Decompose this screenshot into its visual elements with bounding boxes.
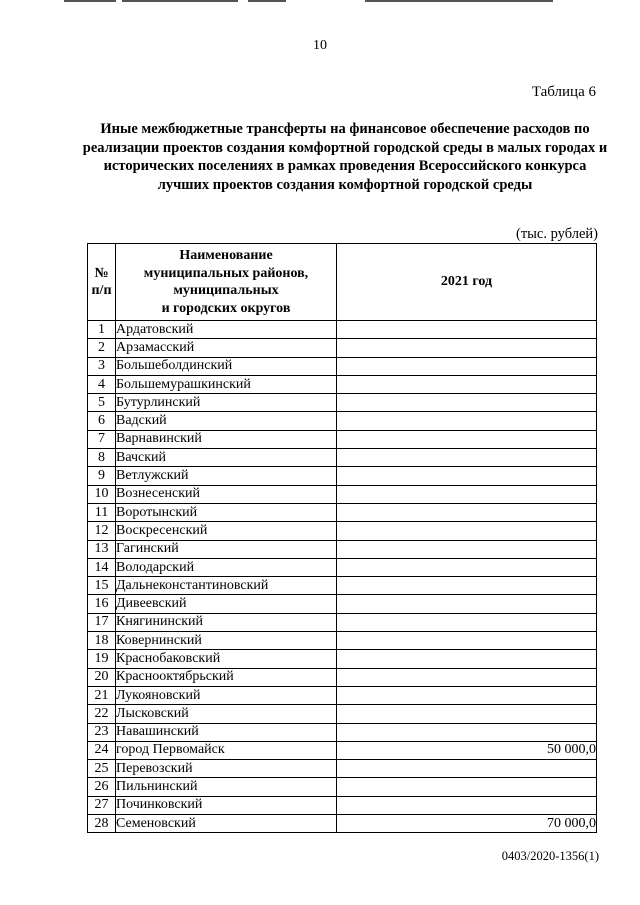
row-name: Дальнеконстантиновский — [116, 577, 337, 595]
table-row — [88, 760, 597, 778]
row-name: Большеболдинский — [116, 357, 337, 375]
header-number: № п/п — [88, 244, 116, 321]
row-number: 10 — [88, 485, 116, 503]
row-value — [337, 339, 597, 357]
row-number: 6 — [88, 412, 116, 430]
table-row — [88, 686, 597, 704]
row-name: Княгининский — [116, 613, 337, 631]
row-number: 5 — [88, 394, 116, 412]
row-value — [337, 375, 597, 393]
row-value — [337, 430, 597, 448]
table-row — [88, 394, 597, 412]
row-name: Лысковский — [116, 705, 337, 723]
row-name: Воротынский — [116, 503, 337, 521]
row-number: 26 — [88, 778, 116, 796]
table-row — [88, 485, 597, 503]
row-value — [337, 778, 597, 796]
table-body — [88, 321, 597, 833]
table-row — [88, 467, 597, 485]
row-number: 21 — [88, 686, 116, 704]
table-row — [88, 723, 597, 741]
transfers-table — [87, 243, 597, 833]
row-value — [337, 705, 597, 723]
row-number: 1 — [88, 321, 116, 339]
row-name: Навашинский — [116, 723, 337, 741]
scan-artifact — [248, 0, 286, 2]
table-row — [88, 375, 597, 393]
table-row — [88, 503, 597, 521]
row-name: Арзамасский — [116, 339, 337, 357]
row-value — [337, 632, 597, 650]
row-number: 8 — [88, 449, 116, 467]
row-number: 14 — [88, 558, 116, 576]
document-code: 0403/2020-1356(1) — [501, 849, 599, 863]
row-number: 11 — [88, 503, 116, 521]
row-value — [337, 412, 597, 430]
table-header-row — [88, 244, 597, 321]
row-value — [337, 449, 597, 467]
row-number: 2 — [88, 339, 116, 357]
row-number: 23 — [88, 723, 116, 741]
row-name: Бутурлинский — [116, 394, 337, 412]
row-name: Вознесенский — [116, 485, 337, 503]
row-name: Лукояновский — [116, 686, 337, 704]
table-row — [88, 741, 597, 759]
table-label: Таблица 6 — [531, 84, 596, 100]
row-value — [337, 522, 597, 540]
header-name: Наименование муниципальных районов, муниципальных и городских округов — [116, 244, 337, 321]
row-name: Перевозский — [116, 760, 337, 778]
row-name: Володарский — [116, 558, 337, 576]
table-row — [88, 705, 597, 723]
row-value — [337, 650, 597, 668]
table-row — [88, 668, 597, 686]
table-row — [88, 632, 597, 650]
row-value — [337, 595, 597, 613]
table-row — [88, 815, 597, 833]
row-value — [337, 760, 597, 778]
table-row — [88, 412, 597, 430]
row-name: Дивеевский — [116, 595, 337, 613]
table-row — [88, 613, 597, 631]
document-title: Иные межбюджетные трансферты на финансовое обеспечение расходов по реализации проектов создания комфортной городской среды в малых городах и исторических поселениях в рамках проведения Всероссийского конкурса лучших проектов создания комфортной городской среды — [82, 121, 608, 193]
row-name: Ардатовский — [116, 321, 337, 339]
row-value — [337, 503, 597, 521]
row-value — [337, 357, 597, 375]
row-name: Воскресенский — [116, 522, 337, 540]
row-number: 19 — [88, 650, 116, 668]
scan-artifact — [122, 0, 238, 2]
row-name: Ковернинский — [116, 632, 337, 650]
table-row — [88, 357, 597, 375]
row-value — [337, 613, 597, 631]
table-row — [88, 540, 597, 558]
row-value — [337, 558, 597, 576]
row-number: 25 — [88, 760, 116, 778]
row-name: Вачский — [116, 449, 337, 467]
scan-artifact — [365, 0, 553, 2]
table-row — [88, 339, 597, 357]
row-number: 24 — [88, 741, 116, 759]
row-value — [337, 485, 597, 503]
table-row — [88, 650, 597, 668]
row-name: Варнавинский — [116, 430, 337, 448]
table-row — [88, 796, 597, 814]
scan-artifact — [64, 0, 116, 2]
row-number: 28 — [88, 815, 116, 833]
row-number: 4 — [88, 375, 116, 393]
units-label: (тыс. рублей) — [516, 226, 598, 242]
row-name: Вадский — [116, 412, 337, 430]
row-value — [337, 394, 597, 412]
row-number: 27 — [88, 796, 116, 814]
row-number: 22 — [88, 705, 116, 723]
row-number: 7 — [88, 430, 116, 448]
row-name: Краснооктябрьский — [116, 668, 337, 686]
table-row — [88, 558, 597, 576]
row-number: 17 — [88, 613, 116, 631]
row-number: 16 — [88, 595, 116, 613]
header-year: 2021 год — [337, 244, 597, 321]
row-value — [337, 723, 597, 741]
table-row — [88, 778, 597, 796]
page-number: 10 — [313, 38, 327, 53]
row-name: Гагинский — [116, 540, 337, 558]
table-row — [88, 449, 597, 467]
row-value — [337, 686, 597, 704]
row-number: 9 — [88, 467, 116, 485]
row-number: 15 — [88, 577, 116, 595]
row-value — [337, 467, 597, 485]
row-value — [337, 540, 597, 558]
row-name: Краснобаковский — [116, 650, 337, 668]
row-value — [337, 577, 597, 595]
row-number: 3 — [88, 357, 116, 375]
row-value — [337, 321, 597, 339]
row-number: 13 — [88, 540, 116, 558]
table-row — [88, 522, 597, 540]
row-value: 70 000,0 — [337, 815, 597, 833]
row-name: Семеновский — [116, 815, 337, 833]
table-row — [88, 321, 597, 339]
row-value: 50 000,0 — [337, 741, 597, 759]
row-number: 20 — [88, 668, 116, 686]
row-number: 18 — [88, 632, 116, 650]
row-number: 12 — [88, 522, 116, 540]
row-value — [337, 796, 597, 814]
table-row — [88, 595, 597, 613]
row-name: Пильнинский — [116, 778, 337, 796]
row-name: город Первомайск — [116, 741, 337, 759]
row-name: Ветлужский — [116, 467, 337, 485]
table-row — [88, 577, 597, 595]
row-name: Большемурашкинский — [116, 375, 337, 393]
row-name: Починковский — [116, 796, 337, 814]
table-row — [88, 430, 597, 448]
row-value — [337, 668, 597, 686]
